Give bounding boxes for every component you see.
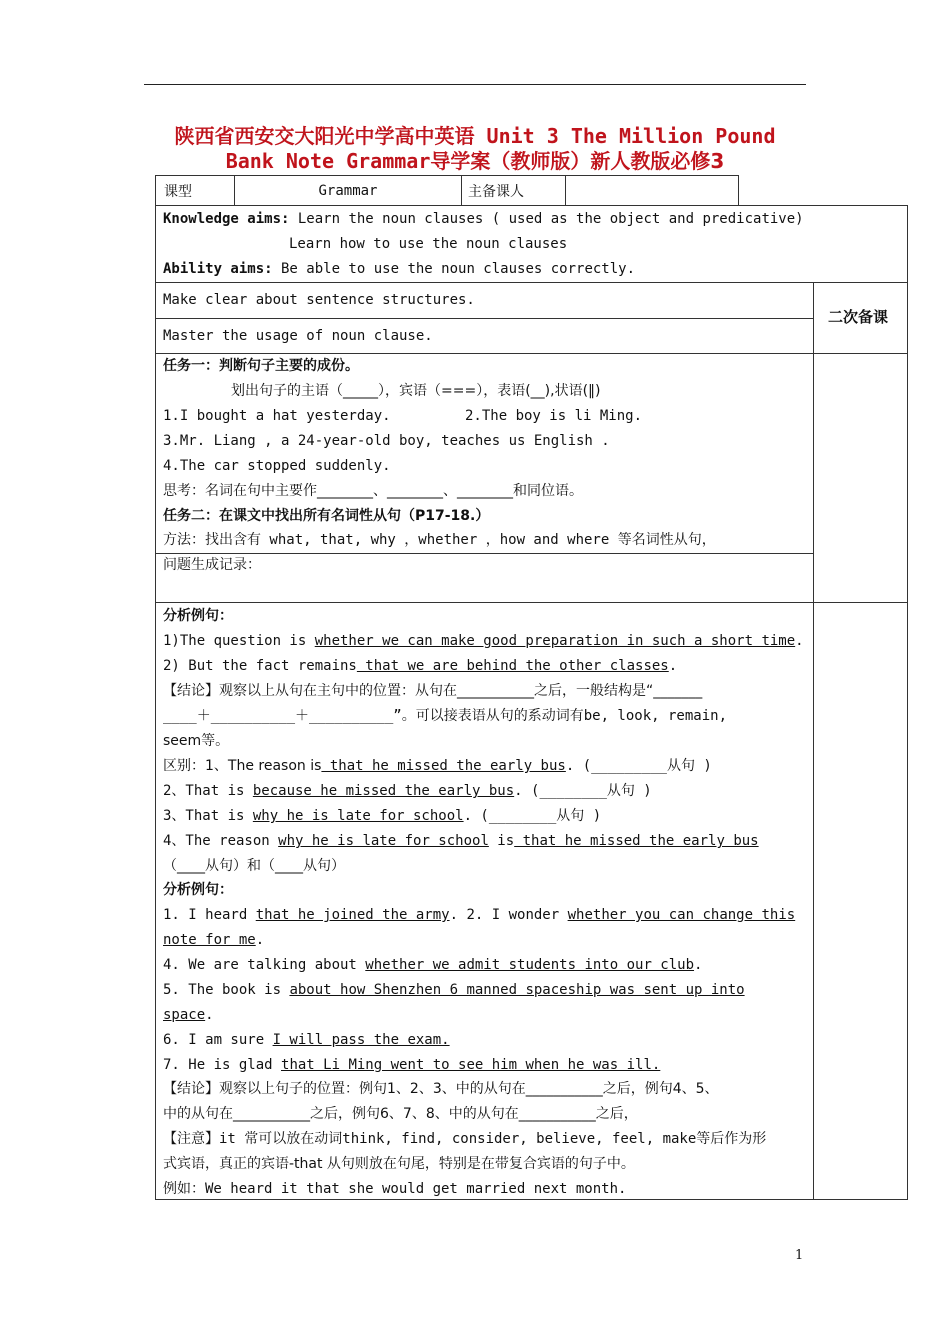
course-type-value: Grammar (235, 176, 462, 206)
distinction-3: 3、That is why he is late for school. (________从句 ) (163, 808, 602, 824)
analysis1-example-2: 2) But the fact remains that we are behind the other classes. (163, 658, 678, 674)
lead-teacher-label: 主备课人 (462, 176, 566, 206)
distinction-4-line2: （____从句）和（____从句） (163, 858, 345, 874)
task1-sentence-4: 4.The car stopped suddenly. (163, 458, 391, 474)
page-number: 1 (795, 1248, 804, 1263)
second-prep-label: 二次备课 (828, 308, 889, 326)
analysis2-example-1: 1. I heard that he joined the army. 2. I wonder whether you can change this (163, 907, 796, 923)
task2-heading: 任务二：在课文中找出所有名词性从句（P17-18.） (163, 508, 490, 524)
lesson-plan-table (155, 205, 908, 1200)
analysis2-conclusion-2: 中的从句在___________之后，例句6、7、8、中的从句在___________之后， (163, 1106, 638, 1122)
course-info-table (155, 175, 739, 206)
lead-teacher-value (566, 176, 739, 206)
header-rule (144, 84, 806, 85)
distinction-1: 区别：1、The reason is that he missed the early bus. (_________从句 ) (163, 758, 712, 774)
task1-sentence-3: 3.Mr. Liang , a 24-year-old boy, teaches us English . (163, 433, 610, 449)
task1-think: 思考：名词在句中主要作________、________、________和同位语。 (163, 483, 583, 499)
task1-heading: 任务一：判断句子主要的成份。 (163, 358, 359, 374)
objective-1: Make clear about sentence structures. (163, 292, 475, 308)
knowledge-aims: Knowledge aims: Learn the noun clauses ( used as the object and predicative) (163, 211, 804, 227)
analysis2-example-sentence: 例如：We heard it that she would get married next month. (163, 1181, 627, 1197)
problem-record: 问题生成记录： (163, 557, 261, 573)
analysis2-example-5: 5. The book is about how Shenzhen 6 manned spaceship was sent up into (163, 982, 745, 998)
task1-instructions: 划出句子的主语（_____），宾语（===），表语(__),状语(‖) (231, 383, 601, 399)
task1-sentence-2: 2.The boy is li Ming. (465, 408, 643, 424)
analysis2-example-4: 4. We are talking about whether we admit students into our club. (163, 957, 703, 973)
task1-sentence-1: 1.I bought a hat yesterday. (163, 408, 391, 424)
analysis1-conclusion-1: 【结论】观察以上从句在主句中的位置：从句在___________之后，一般结构是“_______ (163, 683, 703, 699)
document-title: 陕西省西安交大阳光中学高中英语 Unit 3 The Million Pound Bank Note Grammar导学案（教师版）新人教版必修3 (174, 124, 776, 173)
analysis2-example-1-cont: note for me. (163, 932, 265, 948)
analysis1-example-1: 1)The question is whether we can make good preparation in such a short time. (163, 633, 804, 649)
distinction-2: 2、That is because he missed the early bus. (________从句 ) (163, 783, 652, 799)
analysis2-heading: 分析例句： (163, 882, 233, 898)
analysis2-example-5-cont: space. (163, 1007, 214, 1023)
analysis1-heading: 分析例句： (163, 608, 233, 624)
analysis2-example-6: 6. I am sure I will pass the exam. (163, 1032, 450, 1048)
analysis1-conclusion-3: seem等。 (163, 733, 230, 749)
knowledge-aims-line2: Learn how to use the noun clauses (289, 236, 568, 252)
analysis1-conclusion-2: ____＋__________＋__________”。可以接表语从句的系动词有be, look, remain, (163, 708, 728, 724)
analysis2-example-7: 7. He is glad that Li Ming went to see him when he was ill. (163, 1057, 661, 1073)
ability-aims: Ability aims: Be able to use the noun clauses correctly. (163, 261, 636, 277)
course-type-label: 课型 (156, 176, 235, 206)
analysis2-note-2: 式宾语，真正的宾语-that 从句则放在句尾，特别是在带复合宾语的句子中。 (163, 1156, 635, 1172)
analysis2-conclusion-1: 【结论】观察以上句子的位置：例句1、2、3、中的从句在___________之后，例句4、5、 (163, 1081, 719, 1097)
objective-2: Master the usage of noun clause. (163, 328, 433, 344)
task2-method: 方法：找出含有 what, that, why ，whether ，how and where 等名词性从句， (163, 532, 716, 548)
distinction-4: 4、The reason why he is late for school is that he missed the early bus (163, 833, 759, 849)
analysis2-note-1: 【注意】it 常可以放在动词think, find, consider, believe, feel, make等后作为形 (163, 1131, 767, 1147)
